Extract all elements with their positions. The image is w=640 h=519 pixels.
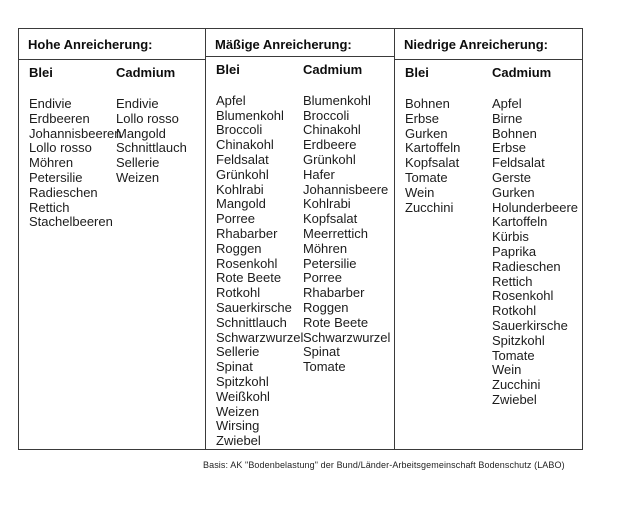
list-item: Zwiebel bbox=[492, 391, 537, 407]
list-item: Wein bbox=[492, 362, 522, 378]
list-item: Rhabarber bbox=[216, 226, 278, 242]
list-item: Mangold bbox=[216, 196, 266, 212]
section-body bbox=[206, 94, 394, 449]
list-item: Schnittlauch bbox=[216, 314, 287, 330]
column-header-blei: Blei bbox=[405, 65, 429, 80]
list-item: Rote Beete bbox=[216, 270, 282, 286]
list-item: Gurken bbox=[492, 184, 535, 200]
list-item: Kopfsalat bbox=[405, 155, 460, 171]
list-item: Bohnen bbox=[492, 125, 537, 141]
list-item: Kartoffeln bbox=[405, 140, 461, 156]
list-item: Blumenkohl bbox=[216, 107, 284, 123]
section-hohe-anreicherung bbox=[19, 29, 205, 449]
list-item: Paprika bbox=[492, 243, 537, 259]
list-item: Rettich bbox=[492, 273, 533, 289]
list-item: Holunderbeere bbox=[492, 199, 579, 215]
column-header-cadmium: Cadmium bbox=[492, 65, 552, 80]
list-item: Spitzkohl bbox=[492, 332, 545, 348]
list-item: Schnittlauch bbox=[116, 140, 187, 156]
section-body bbox=[395, 97, 582, 408]
list-item: Tomate bbox=[405, 169, 448, 185]
cadmium-list bbox=[116, 97, 205, 230]
list-item: Sauerkirsche bbox=[492, 317, 568, 333]
list-item: Sellerie bbox=[116, 155, 160, 171]
list-item: Erbse bbox=[405, 110, 439, 126]
list-item: Radieschen bbox=[29, 184, 98, 200]
list-item: Schwarzwurzel bbox=[303, 329, 391, 345]
list-item: Erbse bbox=[492, 140, 526, 156]
column-header-row bbox=[395, 60, 582, 80]
list-item: Johannisbeere bbox=[303, 181, 389, 197]
list-item: Spinat bbox=[303, 344, 340, 360]
blei-list bbox=[29, 96, 122, 230]
list-item: Kopfsalat bbox=[303, 211, 358, 227]
column-header-cadmium: Cadmium bbox=[116, 65, 176, 80]
list-item: Endivie bbox=[29, 96, 72, 111]
list-item: Zwiebel bbox=[216, 433, 261, 449]
list-item: Mangold bbox=[116, 125, 166, 141]
section-niedrige-anreicherung bbox=[394, 29, 582, 449]
section-maessige-anreicherung bbox=[205, 29, 394, 449]
list-item: Erdbeeren bbox=[29, 110, 90, 126]
list-item: Wein bbox=[405, 184, 435, 200]
list-item: Chinakohl bbox=[216, 137, 274, 153]
list-item: Petersilie bbox=[303, 255, 357, 271]
list-item: Stachelbeeren bbox=[29, 214, 113, 230]
list-item: Meerrettich bbox=[303, 226, 369, 242]
list-item: Johannisbeeren bbox=[29, 125, 122, 141]
list-item: Tomate bbox=[303, 359, 346, 375]
list-item: Roggen bbox=[303, 300, 349, 316]
section-title-niedrige: Niedrige Anreicherung: bbox=[395, 29, 582, 60]
column-header-cadmium: Cadmium bbox=[303, 61, 363, 77]
list-item: Schwarzwurzel bbox=[216, 329, 304, 345]
list-item: Lollo rosso bbox=[29, 140, 92, 156]
list-item: Möhren bbox=[303, 240, 348, 256]
section-title-maessige: Mäßige Anreicherung: bbox=[206, 29, 394, 57]
list-item: Kohlrabi bbox=[303, 196, 351, 212]
list-item: Zucchini bbox=[405, 199, 454, 215]
list-item: Weißkohl bbox=[216, 388, 270, 404]
list-item: Bohnen bbox=[405, 96, 450, 111]
list-item: Spitzkohl bbox=[216, 374, 269, 390]
list-item: Wirsing bbox=[216, 418, 260, 434]
list-item: Feldsalat bbox=[492, 155, 545, 171]
column-header-blei: Blei bbox=[216, 61, 240, 77]
list-item: Broccoli bbox=[216, 122, 263, 138]
list-item: Apfel bbox=[216, 92, 246, 108]
list-item: Chinakohl bbox=[303, 122, 361, 138]
list-item: Grünkohl bbox=[216, 166, 269, 182]
list-item: Broccoli bbox=[303, 107, 350, 123]
cadmium-list bbox=[303, 94, 394, 449]
list-item: Kürbis bbox=[492, 229, 529, 245]
list-item: Gurken bbox=[405, 125, 448, 141]
blei-list bbox=[405, 97, 492, 408]
column-header-row bbox=[206, 57, 394, 77]
list-item: Zucchini bbox=[492, 377, 541, 393]
list-item: Porree bbox=[216, 211, 256, 227]
list-item: Birne bbox=[492, 110, 523, 126]
list-item: Rotkohl bbox=[492, 303, 537, 319]
source-note: Basis: AK "Bodenbelastung" der Bund/Länder-Arbeitsgemeinschaft Bodenschutz (LABO) bbox=[203, 460, 565, 470]
list-item: Rosenkohl bbox=[216, 255, 278, 271]
list-item: Kohlrabi bbox=[216, 181, 264, 197]
section-title-hohe: Hohe Anreicherung: bbox=[19, 29, 205, 60]
list-item: Sellerie bbox=[216, 344, 260, 360]
list-item: Möhren bbox=[29, 155, 74, 171]
list-item: Petersilie bbox=[29, 169, 83, 185]
list-item: Tomate bbox=[492, 347, 535, 363]
list-item: Apfel bbox=[492, 96, 522, 111]
cadmium-list bbox=[492, 97, 582, 408]
list-item: Sauerkirsche bbox=[216, 300, 292, 316]
list-item: Rettich bbox=[29, 199, 70, 215]
list-item: Kartoffeln bbox=[492, 214, 548, 230]
list-item: Porree bbox=[303, 270, 343, 286]
list-item: Blumenkohl bbox=[303, 92, 371, 108]
section-body bbox=[19, 97, 205, 230]
column-header-row bbox=[19, 60, 205, 80]
list-item: Rote Beete bbox=[303, 314, 369, 330]
list-item: Feldsalat bbox=[216, 152, 269, 168]
blei-list bbox=[216, 94, 303, 449]
list-item: Rhabarber bbox=[303, 285, 365, 301]
list-item: Weizen bbox=[116, 169, 160, 185]
list-item: Erdbeere bbox=[303, 137, 357, 153]
list-item: Endivie bbox=[116, 96, 159, 111]
list-item: Rosenkohl bbox=[492, 288, 554, 304]
list-item: Hafer bbox=[303, 166, 335, 182]
list-item: Weizen bbox=[216, 403, 260, 419]
column-header-blei: Blei bbox=[29, 65, 53, 80]
list-item: Radieschen bbox=[492, 258, 561, 274]
list-item: Roggen bbox=[216, 240, 262, 256]
list-item: Gerste bbox=[492, 169, 532, 185]
enrichment-table bbox=[18, 28, 583, 450]
list-item: Grünkohl bbox=[303, 152, 356, 168]
list-item: Lollo rosso bbox=[116, 110, 179, 126]
list-item: Rotkohl bbox=[216, 285, 261, 301]
list-item: Spinat bbox=[216, 359, 253, 375]
